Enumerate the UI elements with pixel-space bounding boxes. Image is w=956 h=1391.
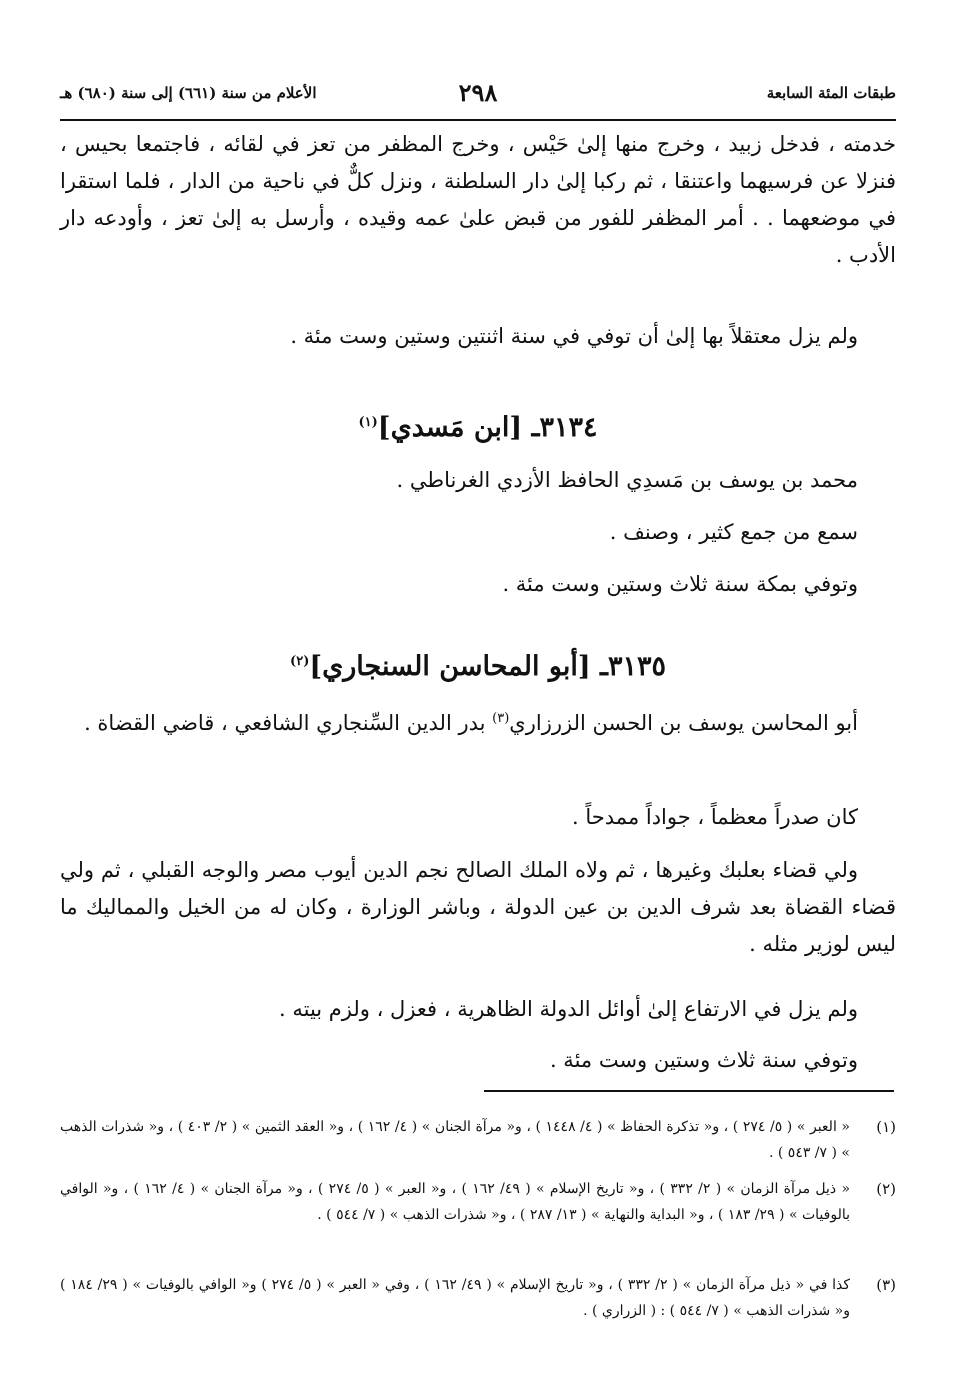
entry-3135-paragraph-1 [60,705,896,742]
page-number: ٢٩٨ [458,78,498,107]
footnote-ref-3: (٣) [492,711,510,726]
footnote-text: كذا في « ذيل مرآة الزمان » ( ٢/ ٣٣٢ ) ، و« تاريخ الإسلام » ( ٤٩/ ١٦٢ ) ، وفي « العبر » ( ٥/ ٢٧٤ ) و« الوافي بالوفيات » ( ٢٩/ ١٨٤ ) و« شذرات الذهب » ( ٧/ ٥٤٤ ) : ( الزراري ) . [60,1277,851,1319]
entry-heading-3135 [60,647,896,687]
footnote-number: (١) [876,1118,896,1136]
footnote-3 [60,1272,896,1324]
footnote-text: « العبر » ( ٥/ ٢٧٤ ) ، و« تذكرة الحفاظ » ( ٤/ ١٤٤٨ ) ، و« مرآة الجنان » ( ٤/ ١٦٢ ) ، و« العقد الثمين » ( ٢/ ٤٠٣ ) ، و« شذرات الذهب » ( ٧/ ٥٤٣ ) . [60,1119,850,1161]
entry-title: ٣١٣٥ـ [أبو المحاسن السنجاري] [309,651,666,682]
footnote-1 [60,1114,896,1166]
footnote-text: « ذيل مرآة الزمان » ( ٢/ ٣٣٢ ) ، و« تاريخ الإسلام » ( ٤٩/ ١٦٢ ) ، و« العبر » ( ٥/ ٢٧٤ ) ، و« مرآة الجنان » ( ٤/ ١٦٢ ) ، و« الوافي بالوفيات » ( ٢٩/ ١٨٣ ) ، و« البداية والنهاية » ( ١٣/ ٢٨٧ ) ، و« شذرات الذهب » ( ٧/ ٥٤٤ ) . [60,1181,851,1223]
entry-3135-paragraph-1-b: بدر الدين السِّنجاري الشافعي ، قاضي القضاة . [84,711,493,735]
header-divider [60,119,896,121]
entry-3135-paragraph-4: ولم يزل في الارتفاع إلىٰ أوائل الدولة الظاهرية ، فعزل ، ولزم بيته . [279,997,858,1021]
running-header [60,78,896,118]
entry-3135-paragraph-3: ولي قضاء بعلبك وغيرها ، ثم ولاه الملك الصالح نجم الدين أيوب مصر والوجه القبلي ، ثم ولي قضاء القضاة بعد شرف الدين بن عين الدولة ، وباشر الوزارة ، وكان له من الخيل والمماليك ما ليس لوزير مثله . [60,858,896,956]
entry-3135-paragraph-5: وتوفي سنة ثلاث وستين وست مئة . [549,1048,858,1072]
footnote-number: (٢) [876,1180,896,1198]
footnote-ref-1: (١) [358,415,378,430]
footnote-2 [60,1176,896,1228]
intro-paragraph-2: ولم يزل معتقلاً بها إلىٰ أن توفي في سنة اثنتين وستين وست مئة . [290,324,858,348]
header-book-section: طبقات المئة السابعة [766,84,896,102]
entry-title: ٣١٣٤ـ [ابن مَسدي] [377,412,598,443]
entry-3134-line-3: وتوفي بمكة سنة ثلاث وستين وست مئة . [502,572,858,596]
entry-heading-3134 [60,408,896,448]
entry-3134-line-2: سمع من جمع كثير ، وصنف . [609,520,858,544]
entry-3134-line-1: محمد بن يوسف بن مَسدِي الحافظ الأزدي الغرناطي . [396,468,858,492]
header-year-range: الأعلام من سنة (٦٦١) إلى سنة (٦٨٠) هـ [60,84,317,102]
intro-paragraph-1: خدمته ، فدخل زبيد ، وخرج منها إلىٰ حَيْس ، وخرج المظفر من تعز في لقائه ، فاجتمعا بحيس ، فنزلا عن فرسيهما واعتنقا ، ثم ركبا إلىٰ دار السلطنة ، ونزل كلٌّ في ناحية من الدار ، فلما استقرا في موضعهما . . أمر المظفر للفور من قبض علىٰ عمه وقيده ، وأرسل به إلىٰ تعز ، وأودعه دار الأدب . [60,132,896,267]
footnote-number: (٣) [876,1276,896,1294]
footnote-divider [484,1090,894,1092]
entry-3135-paragraph-2: كان صدراً معظماً ، جواداً ممدحاً . [572,805,858,829]
footnote-ref-2: (٢) [290,654,310,669]
entry-3135-paragraph-1-a: أبو المحاسن يوسف بن الحسن الزرزاري [509,711,858,735]
